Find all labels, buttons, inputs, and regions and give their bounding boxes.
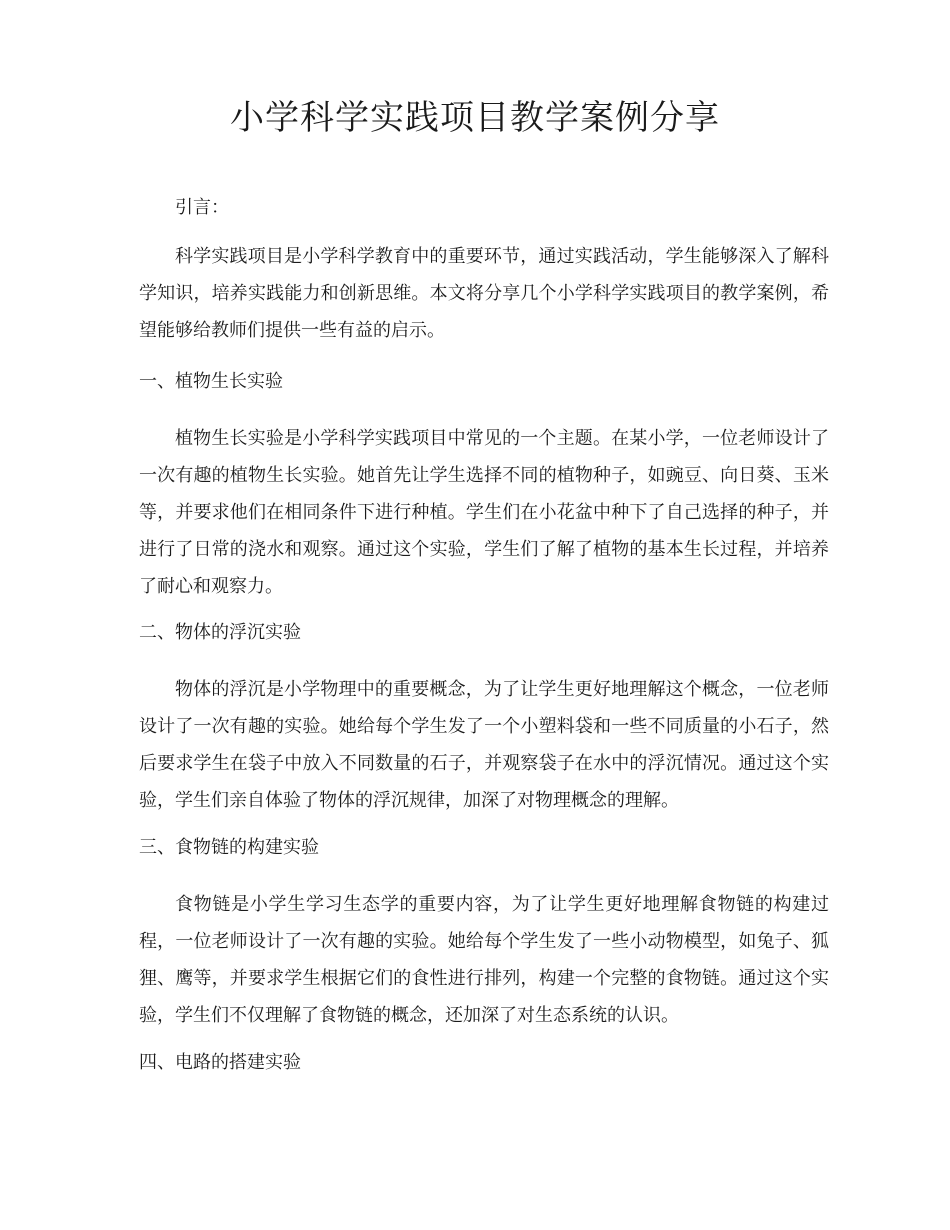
section-heading-2: 二、物体的浮沉实验 — [139, 622, 301, 643]
section-paragraph-1: 植物生长实验是小学科学实践项目中常见的一个主题。在某小学，一位老师设计了一次有趣的植物生长实验。她首先让学生选择不同的植物种子，如豌豆、向日葵、玉米等，并要求他们在相同条件下进行种植。学生们在小花盆中种下了自己选择的种子，并进行了日常的浇水和观察。通过这个实验，学生们了解了植物的基本生长过程，并培养了耐心和观察力。 — [139, 428, 829, 597]
intro-paragraph: 科学实践项目是小学科学教育中的重要环节，通过实践活动，学生能够深入了解科学知识，培养实践能力和创新思维。本文将分享几个小学科学实践项目的教学案例，希望能够给教师们提供一些有益的启示。 — [139, 246, 829, 341]
intro-label: 引言： — [175, 197, 229, 218]
section-heading-4: 四、电路的搭建实验 — [139, 1052, 301, 1073]
section-heading-3: 三、食物链的构建实验 — [139, 837, 319, 858]
page-title: 小学科学实践项目教学案例分享 — [230, 98, 720, 138]
section-paragraph-2: 物体的浮沉是小学物理中的重要概念，为了让学生更好地理解这个概念，一位老师设计了一次有趣的实验。她给每个学生发了一个小塑料袋和一些不同质量的小石子，然后要求学生在袋子中放入不同数量的石子，并观察袋子在水中的浮沉情况。通过这个实验，学生们亲自体验了物体的浮沉规律，加深了对物理概念的理解。 — [139, 679, 829, 811]
section-paragraph-3: 食物链是小学生学习生态学的重要内容，为了让学生更好地理解食物链的构建过程，一位老师设计了一次有趣的实验。她给每个学生发了一些小动物模型，如兔子、狐狸、鹰等，并要求学生根据它们的食性进行排列，构建一个完整的食物链。通过这个实验，学生们不仅理解了食物链的概念，还加深了对生态系统的认识。 — [139, 894, 829, 1026]
section-heading-1: 一、植物生长实验 — [139, 371, 283, 392]
